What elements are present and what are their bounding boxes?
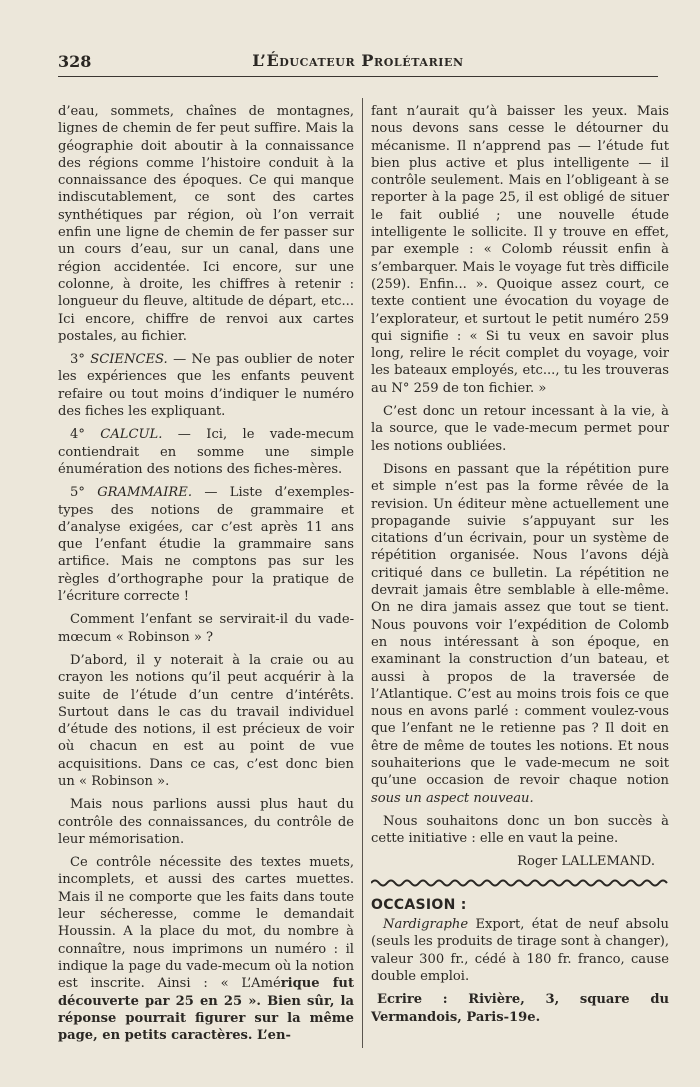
author-signature: Roger LALLEMAND. [517, 854, 655, 870]
journal-title: L’Éducateur Prolétarien [252, 51, 464, 70]
paragraph: Ce contrôle nécessite des textes muets, incomplets, et aussi des cartes muettes. Mais il ne comporte que les faits dans toute leur sécheresse, comme le demandait Houssin. A la place du mot, du nombre à connaître, nous imprimons un numéro : il indique la page du vade-mecum où la notion est inscrite. Ainsi : « L’Amérique fut découverte par 25 en 25 ». Bien sûr, la réponse pourrait figurer sur la même page, en petits caractères. L’en- [58, 855, 355, 1044]
ad-body: Nardigraphe Export, état de neuf absolu (seuls les produits de tirage sont à changer), valeur 300 fr., cédé à 180 fr. franco, cause double emploi. [371, 917, 669, 984]
wavy-separator [371, 877, 669, 889]
section-heading: GRAMMAIRE. [97, 485, 193, 501]
left-column [58, 103, 354, 1050]
paragraph: d’eau, sommets, chaînes de montagnes, lignes de chemin de fer peut suffire. Mais la géographie doit aboutir à la connaissance des régions comme l’histoire conduit à la connaissance des époques. Ce qui manque indiscutablement, ce sont des cartes synthétiques par région, où l’on verrait enfin une ligne de chemin de fer passer sur un cours d’eau, sur un canal, dans une région accidentée. Ici encore, sur une colonne, à droite, les chiffres à retenir : longueur du fleuve, altitude de départ, etc... Ici encore, chiffre de renvoi aux cartes postales, au fichier. [58, 104, 354, 344]
section-heading: CALCUL. [100, 427, 163, 443]
section-grammaire: 5° GRAMMAIRE. — Liste d’exemples-types des notions de grammaire et d’analyse exigées, car c’est après 11 ans que l’enfant étudie la grammaire sans artifice. Mais ne comptons pas sur les règles d’orthographe pour la pratique de l’écriture correcte ! [58, 485, 355, 605]
paragraph: Comment l’enfant se servirait-il du vade-mœcum « Robinson » ? [58, 612, 354, 645]
paragraph: Mais nous parlions aussi plus haut du contrôle des connaissances, du contrôle de leur mémorisation. [58, 797, 354, 847]
section-heading: SCIENCES. [90, 352, 168, 368]
ad-brand: Nardigraphe [383, 917, 469, 933]
section-sciences: 3° SCIENCES. — Ne pas oublier de noter les expériences que les enfants peuvent refaire ou tout moins d’indiquer le numéro des fiches les expliquant. [58, 352, 354, 420]
paragraph: C’est donc un retour incessant à la vie, à la source, que le vade-mecum permet pour les notions oubliées. [371, 404, 669, 454]
column-divider [362, 98, 363, 1048]
paragraph: fant n’aurait qu’à baisser les yeux. Mais nous devons sans cesse le détourner du mécanisme. Il n’apprend pas — l’étude fut bien plus active et plus intelligente — il contrôle seulement. Mais en l’obligeant à se reporter à la page 25, il est obligé de situer le fait oublié ; une nouvelle étude intelligente le sollicite. Il y trouve en effet, par exemple : « Colomb réussit enfin à s’embarquer. Mais le voyage fut très difficile (259). Enfin... ». Quoique assez court, ce texte contient une évocation du voyage de l’explorateur, et surtout le petit numéro 259 qui signifie : « Si tu veux en savoir plus long, relire le récit complet du voyage, voir les bateaux employés, etc..., tu les trouveras au N° 259 de ton fichier. » [371, 104, 669, 396]
section-calcul: 4° CALCUL. — Ici, le vade-mecum contiendrait en somme une simple énumération des notions des fiches-mères. [58, 427, 355, 477]
page-header [58, 50, 658, 77]
paragraph: D’abord, il y noterait à la craie ou au crayon les notions qu’il peut acquérir à la suite de l’étude d’un centre d’intérêts. Surtout dans le cas du travail individuel d’étude des notions, il est précieux de voir où chacun en est au point de vue acquisitions. Dans ce cas, c’est donc bien un « Robinson ». [58, 652, 354, 789]
paragraph: Nous souhaitons donc un bon succès à cette initiative : elle en vaut la peine. [371, 813, 669, 847]
paragraph: Disons en passant que la répétition pure et simple n’est pas la forme rêvée de la revision. Un éditeur mène actuellement une propagande suivie s’appuyant sur les citations d’un écrivain, pour un système de répétition organisée. Nous l’avons déjà critiqué dans ce bulletin. La répétition ne devrait jamais être semblable à elle-même. On ne dira jamais assez que tout se tient. Nous pouvons voir l’expédition de Colomb en nous intéressant à son époque, en examinant la construction d’un bateau, et aussi à propos de la traversée de l’Atlantique. C’est au moins trois fois ce que nous en avons parlé : comment voulez-vous que l’enfant ne le retienne pas ? Il doit en être de même de toutes les notions. Et nous souhaiterions que le vade-mecum ne soit qu’une occasion de revoir chaque notion sous un aspect nouveau. [371, 461, 669, 806]
ad-title: OCCASION : [371, 896, 467, 913]
ad-address: Ecrire : Rivière, 3, square du Vermandois, Paris-19e. [371, 992, 669, 1025]
right-column [371, 103, 669, 1032]
page-number: 328 [58, 52, 92, 71]
